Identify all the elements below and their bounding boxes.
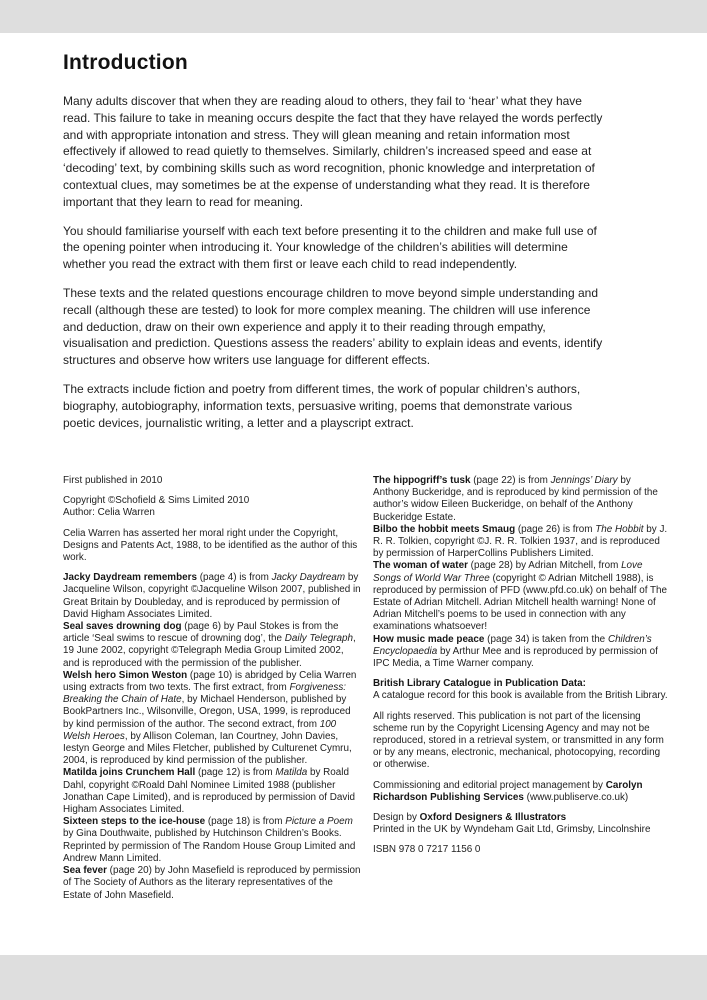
colophon-entry: ISBN 978 0 7217 1156 0 [373,844,481,856]
colophon-block [373,844,669,856]
colophon-entry: Design by Oxford Designers & Illustrators [373,812,567,824]
colophon [63,475,669,902]
colophon-entry: Copyright ©Schofield & Sims Limited 2010 [63,495,250,507]
intro-paragraph: These texts and the related questions encourage children to move beyond simple understanding and recall (although these are tested) to look for more complex meaning. The children will use inference and deduction, draw on their own experience and apply it to their reading through empathy, visualisation and prediction. Questions assess the readers’ ability to explain ideas and events, identify structures and observe how writers use language for different effects. [63,285,603,368]
colophon-block [373,475,669,670]
colophon-entry: Printed in the UK by Wyndeham Gait Ltd, Grimsby, Lincolnshire [373,824,651,836]
colophon-block [373,678,669,702]
colophon-entry: How music made peace (page 34) is taken from the Children’s Encyclopaedia by Arthur Mee and is reproduced by permission of IPC Media, a Time Warner company. [373,633,658,670]
colophon-entry: All rights reserved. This publication is not part of the licensing scheme run by the Copyright Licensing Agency and may not be reproduced, stored in a retrieval system, or transmitted in any form or by any means, electronic, mechanical, photocopying, recording or otherwise. [373,710,664,771]
page-sheet [0,33,707,955]
intro-paragraph: You should familiarise yourself with each text before presenting it to the children and make full use of the opening pointer when introducing it. Your knowledge of the children’s abilities will determine whether you read the extract with them first or leave each child to read independently. [63,223,597,272]
colophon-entry: The hippogriff’s tusk (page 22) is from Jennings’ Diary by Anthony Buckeridge, and is reproduced by kind permission of the author’s widow Eileen Buckeridge, on behalf of the Anthony Buckeridge Estate. [373,475,658,523]
colophon-entry: The woman of water (page 28) by Adrian Mitchell, from Love Songs of World War Three (copyright © Adrian Mitchell 1988), is reproduced by permission of PFD (www.pfd.co.uk) on behalf of The Estate of Adrian Mitchell. Adrian Mitchell health warning! None of Adrian Mitchell’s poems to be used in connection with any examinations whatsoever! [373,560,668,633]
colophon-entry: Author: Celia Warren [63,507,155,519]
colophon-entry: Welsh hero Simon Weston (page 10) is abridged by Celia Warren using extracts from two texts. The first extract, from Forgiveness: Breaking the Chain of Hate, by Michael Henderson, published by BookPartners Inc., Wilsonville, Oregon, USA, 1999, is reproduced by kind permission of the author. The second extract, from 100 Welsh Heroes, by Allison Coleman, Ian Courtney, John Davies, Iestyn George and Miles Fletcher, published by Culturenet Cymru, 2004, is reproduced by kind permission of the publisher. [63,669,357,767]
intro-paragraph: The extracts include fiction and poetry from different times, the work of popular children’s authors, biography, autobiography, information texts, persuasive writing, poems that demonstrate various poetic devices, journalistic writing, a letter and a playscript extract. [63,381,581,430]
colophon-entry: Sixteen steps to the ice-house (page 18) is from Picture a Poem by Gina Douthwaite, published by Hutchinson Children’s Books. Reprinted by permission of The Random House Group Limited and Andrew Mann Limited. [63,816,356,864]
colophon-block [63,528,361,565]
top-gray-strip [0,0,707,33]
colophon-entry: Commissioning and editorial project management by Carolyn Richardson Publishing Services (www.publiserve.co.uk) [373,779,643,803]
intro-paragraph: Many adults discover that when they are reading aloud to others, they fail to ‘hear’ what they have read. This failure to take in meaning occurs despite the fact that they have relayed the words perfectly and with appropriate intonation and stress. They will glean meaning and retain information most effectively if allowed to read quietly to themselves. Similarly, children’s increased speed and ease at ‘decoding’ text, by combining skills such as word recognition, phonic knowledge and interpretation of contextual clues, may sometimes be at the expense of understanding what they read. It is therefore important that they learn to read for meaning. [63,94,603,209]
page-title: Introduction [63,51,188,74]
colophon-right-column [373,475,669,902]
colophon-entry: Sea fever (page 20) by John Masefield is reproduced by permission of The Society of Authors as the literary representatives of the Estate of John Masefield. [63,865,361,901]
introduction-section [63,51,603,443]
colophon-block [373,812,669,836]
colophon-entry: Jacky Daydream remembers (page 4) is from Jacky Daydream by Jacqueline Wilson, copyright ©Jacqueline Wilson 2007, published in Great Britain by Doubleday, and is reproduced by permission of David Higham Associates Limited. [63,572,361,620]
colophon-entry: Matilda joins Crunchem Hall (page 12) is from Matilda by Roald Dahl, copyright ©Roald Dahl Nominee Limited 1988 (publisher Jonathan Cape Limited), and is reproduced by permission of David Higham Associates Limited. [63,767,356,816]
introduction-paragraphs [63,93,603,431]
colophon-block [63,475,361,487]
colophon-block [63,572,361,901]
colophon-block [373,711,669,772]
colophon-block [373,780,669,804]
bottom-gray-strip [0,955,707,1000]
colophon-entry: Seal saves drowning dog (page 6) by Paul Stokes is from the article ‘Seal swims to rescue of drowning dog’, the Daily Telegraph, 19 June 2002, copyright ©Telegraph Media Group Limited 2002, and is reproduced with the permission of the publisher. [63,621,356,669]
colophon-entry: British Library Catalogue in Publication Data: [373,678,586,690]
colophon-entry: Bilbo the hobbit meets Smaug (page 26) is from The Hobbit by J. R. R. Tolkien, copyright ©J. R. R. Tolkien 1937, and is reproduced by permission of HarperCollins Publishers Limited. [373,523,668,560]
colophon-left-column [63,475,361,902]
colophon-entry: A catalogue record for this book is available from the British Library. [373,690,668,702]
colophon-entry: Celia Warren has asserted her moral right under the Copyright, Designs and Patents Act, 1988, to be identified as the author of this work. [63,527,358,564]
colophon-entry: First published in 2010 [63,475,163,486]
colophon-block [63,495,361,519]
